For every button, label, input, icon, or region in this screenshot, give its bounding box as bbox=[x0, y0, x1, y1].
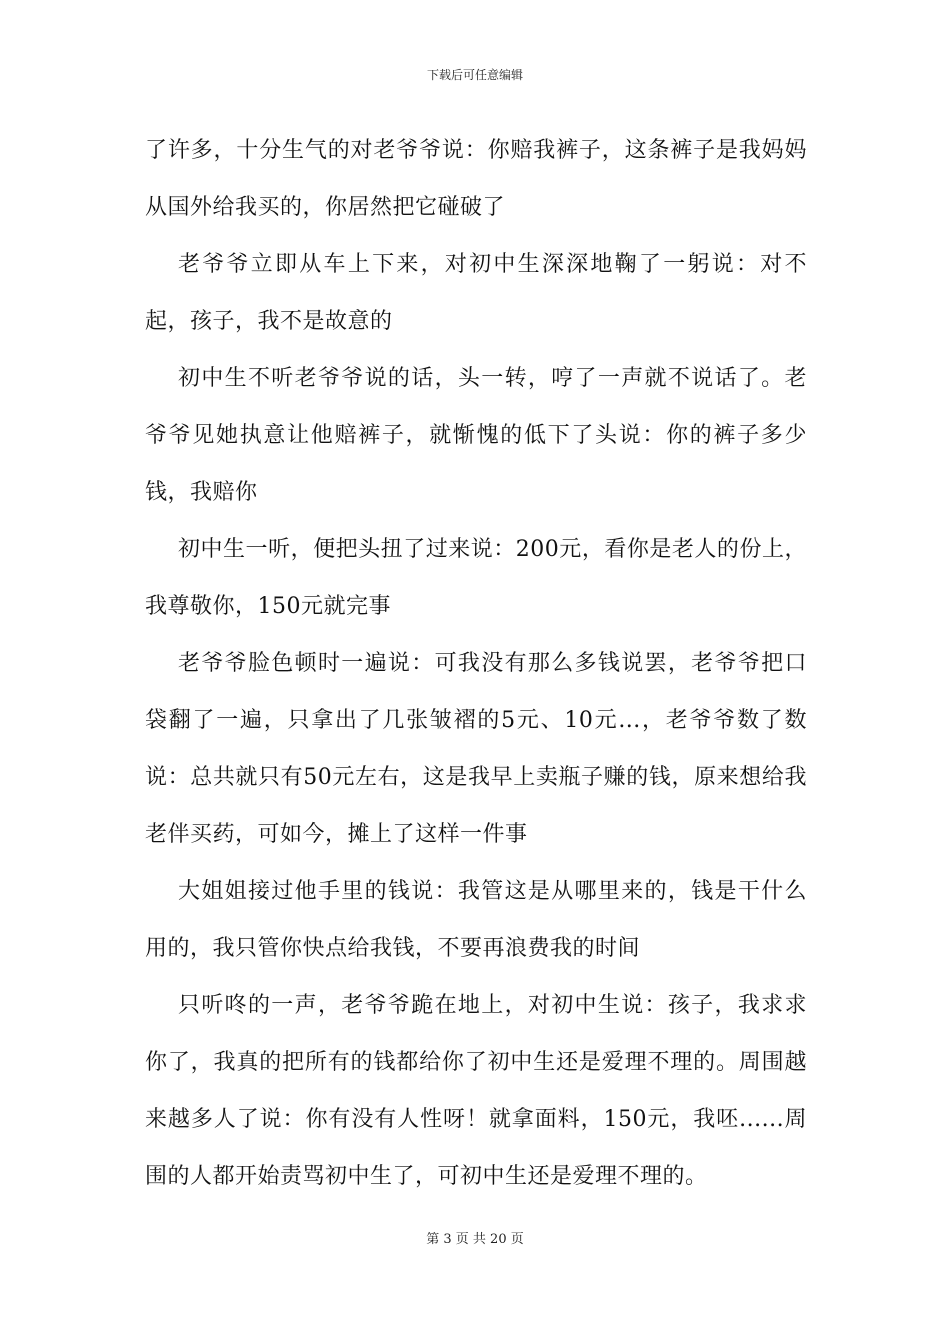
page-header: 下载后可任意编辑 bbox=[426, 68, 523, 82]
paragraph: 大姐姐接过他手里的钱说：我管这是从哪里来的，钱是干什么用的，我只管你快点给我钱，不要再浪费我的时间 bbox=[145, 879, 807, 961]
page-footer: 第 3 页 共 20 页 bbox=[426, 1232, 524, 1247]
document-body bbox=[145, 122, 807, 1205]
paragraph: 老爷爷立即从车上下来，对初中生深深地鞠了一躬说：对不起，孩子，我不是故意的 bbox=[145, 252, 807, 334]
paragraph: 初中生一听，便把头扭了过来说：200元，看你是老人的份上，我尊敬你，150元就完事 bbox=[145, 537, 807, 619]
paragraph: 只听咚的一声，老爷爷跪在地上，对初中生说：孩子，我求求你了，我真的把所有的钱都给你了初中生还是爱理不理的。周围越来越多人了说：你有没有人性呀！就拿面料，150元，我呸......周围的人都开始责骂初中生了，可初中生还是爱理不理的。 bbox=[145, 993, 807, 1189]
paragraph: 初中生不听老爷爷说的话，头一转，哼了一声就不说话了。老爷爷见她执意让他赔裤子，就惭愧的低下了头说：你的裤子多少钱，我赔你 bbox=[145, 366, 807, 505]
paragraph-continuation: 了许多，十分生气的对老爷爷说：你赔我裤子，这条裤子是我妈妈从国外给我买的，你居然把它碰破了 bbox=[145, 138, 807, 220]
paragraph: 老爷爷脸色顿时一遍说：可我没有那么多钱说罢，老爷爷把口袋翻了一遍，只拿出了几张皱褶的5元、10元...，老爷爷数了数说：总共就只有50元左右，这是我早上卖瓶子赚的钱，原来想给我老伴买药，可如今，摊上了这样一件事 bbox=[145, 651, 807, 847]
